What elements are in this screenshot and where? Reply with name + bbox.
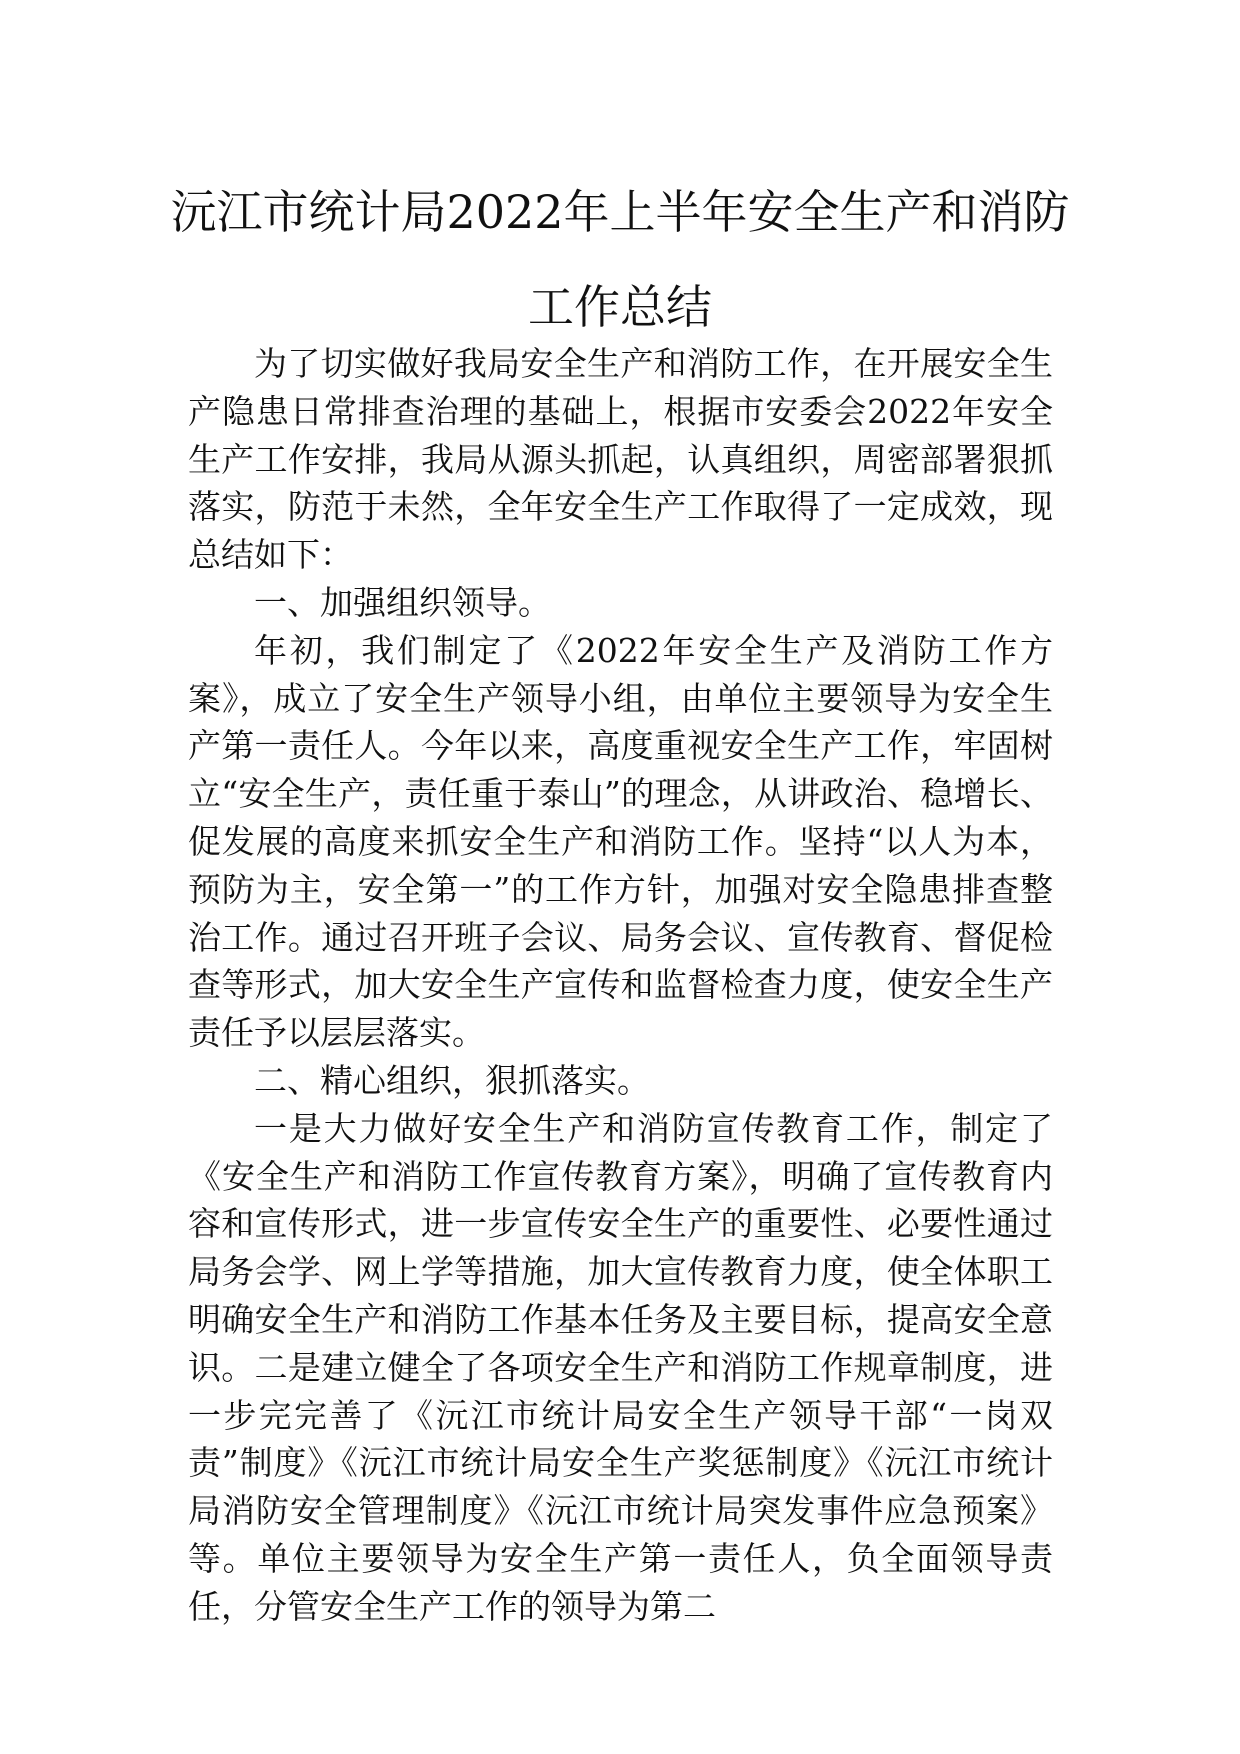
intro-paragraph: 为了切实做好我局安全生产和消防工作，在开展安全生产隐患日常排查治理的基础上，根据市安委会2022年安全生产工作安排，我局从源头抓起，认真组织，周密部署狠抓落实，防范于未然，全年安全生产工作取得了一定成效，现总结如下： [188,344,1053,575]
section-heading-1: 一、加强组织领导。 [254,582,551,622]
section-1-paragraph: 年初，我们制定了《2022年安全生产及消防工作方案》，成立了安全生产领导小组，由单位主要领导为安全生产第一责任人。今年以来，高度重视安全生产工作，牢固树立“安全生产，责任重于泰山”的理念，从讲政治、稳增长、促发展的高度来抓安全生产和消防工作。坚持“以人为本，预防为主，安全第一”的工作方针，加强对安全隐患排查整治工作。通过召开班子会议、局务会议、宣传教育、督促检查等形式，加大安全生产宣传和监督检查力度，使安全生产责任予以层层落实。 [188,630,1053,1053]
document-body [188,340,1053,1631]
document-title: 沅江市统计局2022年上半年安全生产和消防工作总结 [170,185,1070,334]
section-heading-2: 二、精心组织，狠抓落实。 [254,1060,650,1100]
section-2-paragraph: 一是大力做好安全生产和消防宣传教育工作，制定了《安全生产和消防工作宣传教育方案》，明确了宣传教育内容和宣传形式，进一步宣传安全生产的重要性、必要性通过局务会学、网上学等措施，加大宣传教育力度，使全体职工明确安全生产和消防工作基本任务及主要目标，提高安全意识。二是建立健全了各项安全生产和消防工作规章制度，进一步完完善了《沅江市统计局安全生产领导干部“一岗双责”制度》《沅江市统计局安全生产奖惩制度》《沅江市统计局消防安全管理制度》《沅江市统计局突发事件应急预案》等。单位主要领导为安全生产第一责任人，负全面领导责任，分管安全生产工作的领导为第二 [188,1108,1053,1626]
